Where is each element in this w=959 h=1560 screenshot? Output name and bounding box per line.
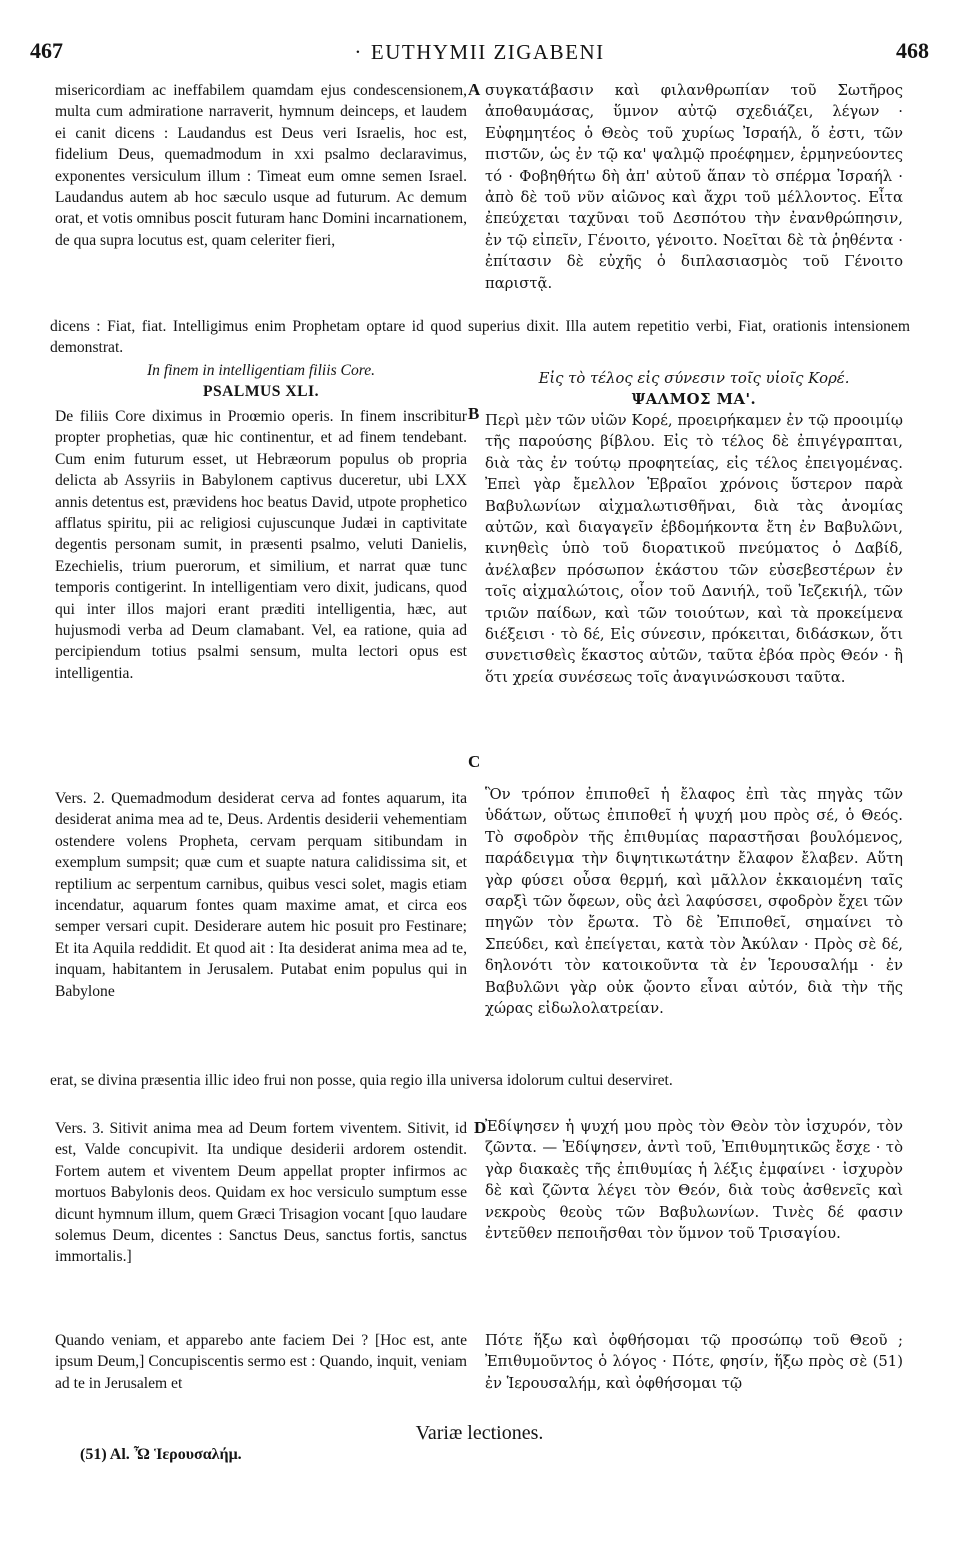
latin-column-a (55, 80, 467, 251)
section-marker-b: B (468, 404, 480, 423)
latin-column-c: Vers. 2. Quemadmodum desiderat cerva ad fontes aquarum, ita desiderat anima mea ad te, Deus. Ardentis desiderii vehementiam ostendere volens Propheta, cervam perquam sitibundam in exemplum sumpsit; quæ cum et suapte natura calidissima sit, et reptilium ac serpentum carnibus, quibus vesci solet, magis etiam incendatur, aquarum fontes quam maxime amat, et circa eos semper versari cupit. Desiderare autem hic posuit pro Festinare; Et ita Aquila reddidit. Et quod ait : Ita desiderat anima mea ad te, inquam, habitantem in Jerusalem. Putabat enim populus qui in Babylone (55, 790, 467, 1000)
full-width-paragraph-a: dicens : Fiat, fiat. Intelligimus enim Prophetam optare id quod superius dixit. Illa autem repetitio verbi, Fiat, orationis intensionem demonstrat. (50, 318, 910, 357)
psalm-greek-number: ΨΑΛΜΟΣ ΜΑ'. (631, 391, 757, 409)
latin-paragraph: misericordiam ac ineffabilem quamdam ejus condescensionem, multa cum admiratione narraverit, hymnum deinceps, et laudem ei canit dicens : Laudandus est Deus veri Israelis, hoc est, fidelium Deus, quemadmodum in xxi psalmo declaravimus, exponentes versiculum illum : Timeat eum omne semen Israel. Laudandus autem ab hoc sæculo usque ad futurum. Ac demum orat, et votis omnibus poscit futuram hanc Domini incarnationem, de qua supra locutus est, quam celeriter fieri, (55, 82, 467, 249)
greek-column-a (485, 80, 903, 294)
psalm-greek-title: Εἰς τὸ τέλος εἰς σύνεσιν τοῖς υἱοῖς Κορέ. (538, 370, 850, 387)
psalm-latin-heading (55, 360, 467, 403)
section-marker-a: A (468, 80, 481, 99)
running-title: · EUTHYMII ZIGABENI (354, 40, 605, 64)
page-header (30, 38, 929, 68)
variae-lectiones-title: Variæ lectiones. (415, 1422, 544, 1444)
psalm-greek-heading (485, 368, 903, 411)
section-marker-d: D (474, 1118, 487, 1137)
greek-column-b: Περὶ μὲν τῶν υἱῶν Κορέ, προειρήκαμεν ἐν τῷ προοιμίῳ τῆς παρούσης βίβλου. Εἰς τὸ τέλος δὲ ἐπιγέγραπται, διὰ τὰς ἐν τούτῳ προφητείας, εἰς τέλος ἐπειγομένας. Ἐπεὶ γὰρ ἔμελλον Ἑβραῖοι χρόνοις ὕστερον παρὰ Βαβυλωνίων αἰχμαλωτισθῆναι, διὰ τὰς ἀνομίας αὐτῶν, καὶ διαγαγεῖν ἑβδομήκοντα ἔτη ἐν Βαβυλῶνι, κινηθεὶς ὑπὸ τοῦ διορατικοῦ πνεύματος ὁ Δαβίδ, ἀνέλαβεν πρόσωπον ἑκάστου τῶν εὐσεβεστέρων ἐν τοῖς αἰχμαλώτοις, οἷον τοῦ Δανιήλ, τοῦ Ἰεζεκιήλ, τῶν τριῶν παίδων, καὶ τῶν τοιούτων, καὶ τὰ προκείμενα διέξεισι · τὸ δέ, Εἰς σύνεσιν, πρόκειται, διδάσκων, ὅτι συνετισθεὶς ἕκαστος αὐτῶν, ταῦτα ἐβόα πρὸς Θεόν · ἢ ὅτι χρεία συνέσεως τοῖς ἀναγινώσκουσι ταῦτα. (485, 412, 903, 686)
psalm-latin-number: PSALMUS XLI. (202, 383, 320, 401)
latin-column-e: Quando veniam, et apparebo ante faciem Dei ? [Hoc est, ante ipsum Deum,] Concupiscentis sermo est : Quando, inquit, veniam ad te in Jerusalem et (55, 1332, 467, 1392)
greek-column-c: Ὃν τρόπον ἐπιποθεῖ ἡ ἔλαφος ἐπὶ τὰς πηγὰς τῶν ὑδάτων, οὕτως ἐπιποθεῖ ἡ ψυχή μου πρὸς σέ, ὁ Θεός. Τὸ σφοδρὸν τῆς ἐπιθυμίας παραστῆσαι βουλόμενος, παράδειγμα τὴν διψητικωτάτην ἔλαφον ἔλαβεν. Αὕτη γὰρ φύσει οὖσα θερμή, καὶ μᾶλλον ἐκκαιομένη ταῖς σαρξὶ τῶν ὄφεων, οὓς ἀεὶ λαφύσσει, σφοδρὸν ἔχει τῶν πηγῶν τὸν ἔρωτα. Τὸ δὲ Ἐπιποθεῖ, σημαίνει τὸ Σπεύδει, καὶ ἐπείγεται, κατὰ τὸν Ἀκύλαν · Πρὸς σὲ δέ, δηλονότι τὸν κατοικοῦντα τὰ ἐν Ἱερουσαλήμ · ἐν Βαβυλῶνι γὰρ οὐκ ᾤοντο εἶναι αὐτόν, διὰ τὴν τῆς χώρας εἰδωλολατρείαν. (485, 786, 903, 1018)
greek-column-e: Πότε ἥξω καὶ ὀφθήσομαι τῷ προσώπῳ τοῦ Θεοῦ ; Ἐπιθυμοῦντος ὁ λόγος · Πότε, φησίν, ἥξω πρὸς σὲ (51) ἐν Ἱερουσαλήμ, καὶ ὀφθήσομαι τῷ (485, 1332, 903, 1392)
full-width-paragraph-c: erat, se divina præsentia illic ideo frui non posse, quia regio illa universa idolorum cultui deserviret. (50, 1072, 673, 1089)
variae-lectiones-note: (51) Al. Ὦ Ἱερουσαλήμ. (80, 1446, 242, 1463)
page-number-right: 468 (896, 38, 929, 63)
running-title-text: EUTHYMII ZIGABENI (370, 40, 605, 64)
section-marker-c: C (468, 752, 481, 771)
latin-column-d: Vers. 3. Sitivit anima mea ad Deum fortem viventem. Sitivit, id est, Valde concupivit. Ita undique desiderii ardorem ostendit. Fortem autem et viventem Deum appellat propter infirmos ac mortuos Babylonis deos. Quidam ex hoc versiculo sumptum esse dicunt hymnum illum, quem Græci Trisagion vocant [quo laudare solemus Deum, dicentes : Sanctus Deus, sanctus fortis, sanctus immortalis.] (55, 1120, 467, 1266)
greek-column-d: Ἐδίψησεν ἡ ψυχή μου πρὸς τὸν Θεὸν τὸν ἰσχυρόν, τὸν ζῶντα. — Ἐδίψησεν, ἀντὶ τοῦ, Ἐπιθυμητικῶς ἔσχε · τὸ γὰρ διακαὲς τῆς ἐπιθυμίας ἡ λέξις ἐμφαίνει · ἰσχυρὸν δὲ καὶ ζῶντα λέγει τὸν Θεόν, διὰ τοὺς ἀσθενεῖς καὶ νεκροὺς θεοὺς τῶν Βαβυλωνίων. Τινὲς δέ φασιν ἐντεῦθεν πεποιῆσθαι τὸν ὕμνον τοῦ Τρισαγίου. (485, 1118, 903, 1243)
greek-paragraph: συγκατάβασιν καὶ φιλανθρωπίαν τοῦ Σωτῆρος ἀποθαυμάσας, ὕμνον αὐτῷ σχεδιάζει, λέγων · Εὐφημητέος ὁ Θεὸς τοῦ χυρίως Ἰσραήλ, ὅ ἐστι, τῶν πιστῶν, ὡς ἐν τῷ κα' ψαλμῷ προέφημεν, ἑρμηνεύοντες τό · Φοβηθήτω δὴ ἀπ' αὐτοῦ ἅπαν τὸ σπέρμα Ἰσραήλ · ἀπὸ δὲ τοῦ νῦν αἰῶνος καὶ ἄχρι τοῦ μέλλοντος. Εἶτα ἐπεύχεται ταχῦναι τοῦ Δεσπότου τὴν ἐνανθρώπησιν, ἐν τῷ εἰπεῖν, Γένοιτο, γένοιτο. Νοεῖται δὲ τὰ ῥηθέντα · ἐπίτασιν δὲ εὐχῆς ὁ διπλασιασμὸς τοῦ Γένοιτο παριστᾷ. (485, 82, 903, 292)
latin-column-b: De filiis Core diximus in Proœmio operis. In finem inscribitur propter prophetias, quæ hic continentur, et ad finem tendebant. Cum enim futurum esset, ut Hebræorum populus ob propria delicta ab Assyriis in Babylonem captivus duceretur, ubi LXX annis detentus est, prævidens hoc beatus David, utpote prophetico afflatus spiritu, pii ac religiosi cujuscunque Judæi in captivitate degentis personam sumit, in præsenti psalmo, veluti Danielis, Ezechielis, trium puerorum, et similium, et narrat quæ tunc temporis contigerint. In intelligentiam vero dixit, judicans, quod qui inter illos majori erant præditi intelligentia, hæc, aut hujusmodi verba ad Deum clamabant. Vel, ea ratione, quia ad percipiendum totius psalmi sensum, multa lectori opus est intelligentia. (55, 408, 467, 682)
page-number-left: 467 (30, 38, 63, 63)
psalm-latin-title: In finem in intelligentiam filiis Core. (146, 362, 376, 379)
